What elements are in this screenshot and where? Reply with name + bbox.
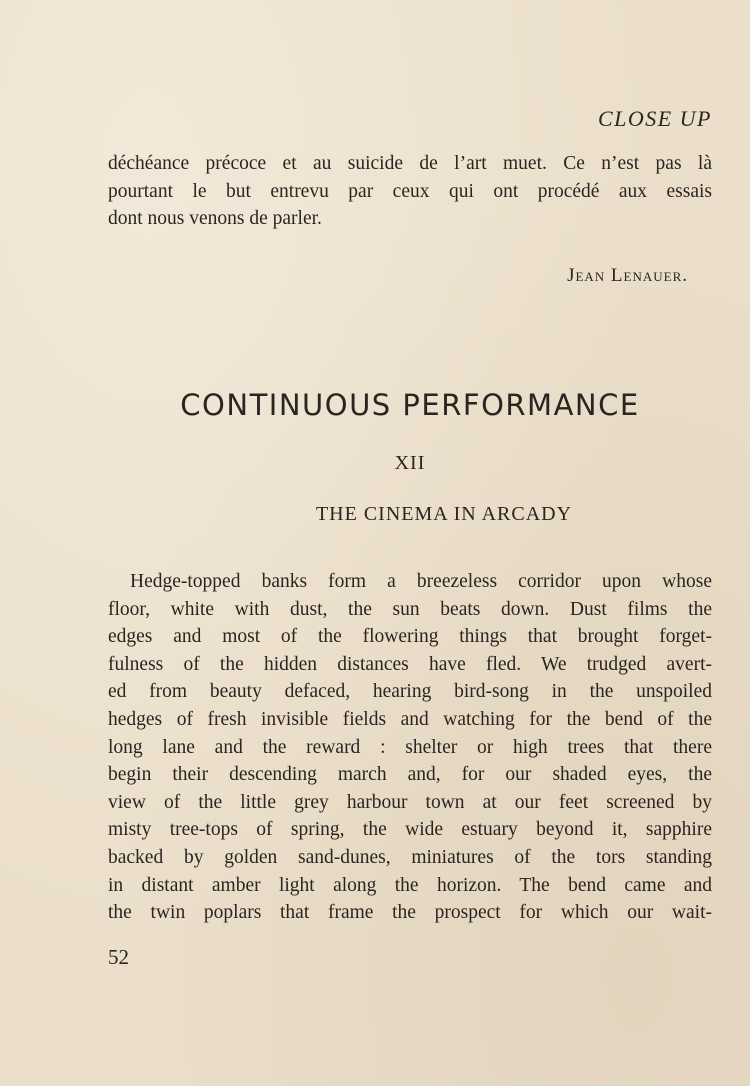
text-line: the twin poplars that frame the prospect for which our wait- [108, 902, 712, 924]
text-line: begin their descending march and, for our shaded eyes, the [108, 764, 712, 786]
author-signature: Jean Lenauer. [567, 265, 688, 286]
text-line: misty tree-tops of spring, the wide estuary beyond it, sapphire [108, 819, 712, 841]
page-number: 52 [108, 945, 129, 969]
body-paragraph [108, 568, 712, 927]
text-line: ed from beauty defaced, hearing bird-song in the unspoiled [108, 681, 712, 703]
text-line: edges and most of the flowering things that brought forget- [108, 626, 712, 648]
text-line: view of the little grey harbour town at our feet screened by [108, 791, 712, 813]
text-line: déchéance précoce et au suicide de l’art muet. Ce n’est pas là [108, 153, 712, 174]
text-line: in distant amber light along the horizon. The bend came and [108, 874, 712, 896]
section-title: CONTINUOUS PERFORMANCE [180, 388, 640, 422]
text-line: dont nous venons de parler. [108, 208, 322, 230]
section-number: XII [394, 452, 426, 474]
text-line: long lane and the reward : shelter or high trees that there [108, 736, 712, 758]
section-subtitle: THE CINEMA IN ARCADY [315, 503, 573, 525]
text-line: hedges of fresh invisible fields and watching for the bend of the [108, 708, 712, 730]
text-line: Hedge-topped banks form a breezeless corridor upon whose [130, 571, 712, 592]
text-line: floor, white with dust, the sun beats down. Dust films the [108, 598, 712, 620]
text-line: backed by golden sand-dunes, miniatures of the tors standing [108, 846, 712, 868]
text-line: pourtant le but entrevu par ceux qui ont procédé aux essais [108, 180, 712, 202]
intro-paragraph [108, 150, 712, 233]
text-line: fulness of the hidden distances have fled. We trudged avert- [108, 653, 712, 675]
running-head: CLOSE UP [597, 106, 712, 131]
